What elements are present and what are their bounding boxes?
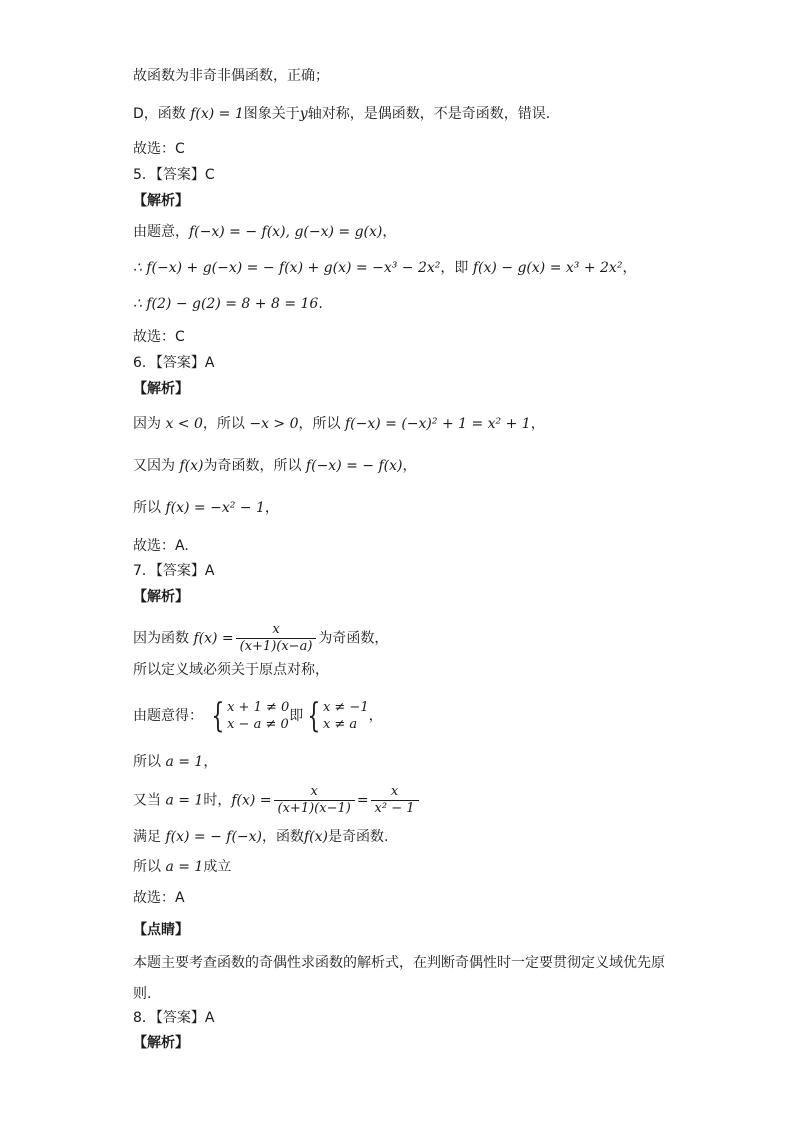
text: 7．【答案】A bbox=[133, 563, 215, 579]
text: ， bbox=[368, 708, 383, 724]
math-expression: f(x) = bbox=[193, 630, 234, 647]
text: 轴对称，是偶函数，不是奇函数，错误. bbox=[307, 106, 551, 122]
text: 5．【答案】C bbox=[133, 167, 215, 183]
math-expression: f(x) bbox=[179, 458, 204, 474]
text: ， bbox=[402, 458, 417, 474]
answer-heading bbox=[133, 165, 215, 185]
fraction bbox=[371, 784, 419, 817]
text: ，所以 bbox=[298, 416, 345, 432]
text-line bbox=[133, 104, 550, 124]
text-line bbox=[133, 414, 545, 434]
text: D，函数 bbox=[133, 106, 191, 122]
text: 图象关于 bbox=[243, 106, 300, 122]
text: 成立 bbox=[203, 859, 232, 875]
fraction-numerator: x bbox=[272, 622, 280, 637]
text-line bbox=[133, 953, 665, 973]
text-line bbox=[133, 622, 388, 652]
math-expression: f(x) = 1 bbox=[190, 106, 244, 122]
text: 故选：C bbox=[133, 329, 185, 345]
math-expression: f(x) = − f(−x) bbox=[165, 829, 262, 845]
fraction-numerator: x bbox=[310, 784, 318, 799]
text: 由题意得： bbox=[133, 708, 203, 724]
note-heading bbox=[133, 920, 189, 940]
left-brace-icon: { bbox=[211, 696, 225, 736]
text-line bbox=[133, 984, 151, 1004]
text: 【解析】 bbox=[133, 1035, 189, 1051]
text: 故选：A bbox=[133, 890, 185, 906]
text: 为奇函数， bbox=[318, 630, 389, 647]
text-line bbox=[133, 456, 416, 476]
text: 6．【答案】A bbox=[133, 355, 215, 371]
system-row: x ≠ a bbox=[322, 717, 358, 732]
text: 因为 bbox=[133, 416, 166, 432]
fraction-numerator: x bbox=[390, 784, 399, 799]
text: 因为函数 bbox=[133, 630, 194, 647]
text-line bbox=[133, 536, 189, 556]
text: 【解析】 bbox=[133, 193, 189, 209]
text-line bbox=[133, 660, 329, 680]
text-line bbox=[133, 888, 185, 908]
system-rows bbox=[323, 699, 369, 733]
equals-sign: = bbox=[356, 792, 369, 809]
text-line bbox=[133, 698, 383, 734]
text: 即 bbox=[289, 708, 304, 724]
analysis-heading bbox=[133, 587, 189, 607]
analysis-heading bbox=[133, 379, 189, 399]
math-expression: f(x) − g(x) = x³ + 2x² bbox=[472, 260, 623, 276]
math-expression: a = 1 bbox=[165, 859, 204, 875]
math-expression: x < 0 bbox=[165, 416, 203, 432]
text-line bbox=[133, 827, 388, 847]
math-expression: f(x) = bbox=[231, 792, 272, 809]
text-line bbox=[133, 66, 329, 86]
text-line bbox=[133, 222, 396, 242]
math-expression: ∴ f(−x) + g(−x) = − f(x) + g(x) = −x³ − 2x² bbox=[133, 260, 441, 276]
fraction-denominator: (x+1)(x−1) bbox=[274, 800, 355, 817]
text: 故选：A. bbox=[133, 538, 189, 554]
text: 所以 bbox=[133, 859, 166, 875]
analysis-heading bbox=[133, 191, 189, 211]
system-row: x − a ≠ 0 bbox=[227, 717, 289, 732]
text: 为奇函数，所以 bbox=[203, 458, 306, 474]
text: 是奇函数. bbox=[328, 829, 389, 845]
fraction bbox=[274, 784, 355, 817]
system-row: x ≠ −1 bbox=[322, 700, 369, 715]
text: 所以定义域必须关于原点对称， bbox=[133, 662, 329, 678]
answer-heading bbox=[133, 561, 214, 581]
answer-heading bbox=[133, 1008, 214, 1028]
text: 满足 bbox=[133, 829, 166, 845]
text-line bbox=[133, 498, 279, 518]
equation-system bbox=[303, 696, 369, 736]
text: 8．【答案】A bbox=[133, 1010, 215, 1026]
system-rows bbox=[227, 699, 289, 733]
left-brace-icon: { bbox=[307, 696, 321, 736]
text: ， bbox=[203, 754, 218, 770]
text: ， bbox=[382, 224, 397, 240]
math-expression: a = 1 bbox=[165, 792, 204, 809]
text: 故函数为非奇非偶函数，正确； bbox=[133, 68, 329, 84]
text: 又当 bbox=[133, 792, 166, 809]
text: 所以 bbox=[133, 500, 166, 516]
math-expression: y bbox=[299, 106, 308, 122]
fraction-denominator: x² − 1 bbox=[371, 800, 419, 817]
math-expression: f(−x) = (−x)² + 1 = x² + 1 bbox=[344, 416, 531, 432]
text-line bbox=[133, 294, 323, 314]
text: ，所以 bbox=[202, 416, 250, 432]
text: 时， bbox=[203, 792, 232, 809]
answer-heading bbox=[133, 353, 214, 373]
text: 【解析】 bbox=[133, 589, 189, 605]
text: 【点睛】 bbox=[133, 922, 189, 938]
text: 故选：C bbox=[133, 141, 185, 157]
text: ， bbox=[622, 260, 637, 276]
text-line bbox=[133, 784, 421, 814]
text: ， bbox=[264, 500, 279, 516]
math-expression: f(x) = −x² − 1 bbox=[165, 500, 265, 516]
text: ，函数 bbox=[262, 829, 304, 845]
text: . bbox=[318, 296, 323, 312]
text-line bbox=[133, 258, 636, 278]
math-expression: a = 1 bbox=[165, 754, 204, 770]
text: 所以 bbox=[133, 754, 166, 770]
equation-system bbox=[207, 696, 290, 736]
math-expression: f(−x) = − f(x) bbox=[305, 458, 403, 474]
text-line bbox=[133, 857, 231, 877]
system-row: x + 1 ≠ 0 bbox=[227, 700, 290, 715]
text: 本题主要考查函数的奇偶性求函数的解析式，在判断奇偶性时一定要贯彻定义域优先原 bbox=[133, 955, 665, 971]
text-line bbox=[133, 327, 185, 347]
text: ，即 bbox=[440, 260, 473, 276]
math-expression: −x > 0 bbox=[249, 416, 299, 432]
text-line bbox=[133, 752, 217, 772]
text-line bbox=[133, 139, 185, 159]
text: 【解析】 bbox=[133, 381, 189, 397]
math-expression: f(−x) = − f(x), g(−x) = g(x) bbox=[189, 224, 383, 240]
math-expression: ∴ f(2) − g(2) = 8 + 8 = 16 bbox=[133, 296, 319, 312]
text: 则. bbox=[133, 986, 152, 1002]
text: 由题意， bbox=[133, 224, 189, 240]
text: ， bbox=[530, 416, 545, 432]
math-expression: f(x) bbox=[304, 829, 329, 845]
fraction-denominator: (x+1)(x−a) bbox=[236, 638, 317, 655]
text: 又因为 bbox=[133, 458, 180, 474]
fraction bbox=[236, 622, 317, 655]
analysis-heading bbox=[133, 1033, 189, 1053]
